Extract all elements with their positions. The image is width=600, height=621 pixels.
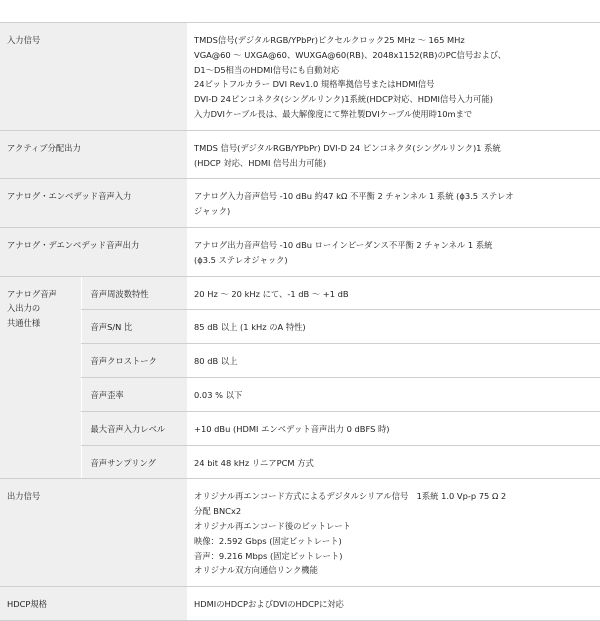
row-label-audio-common-spec xyxy=(0,276,81,479)
spec-row-deembedded-audio-output xyxy=(0,227,600,276)
spec-row-output-signal xyxy=(0,479,600,587)
sublabel-sampling: 音声サンプリング xyxy=(81,445,187,479)
sublabel-crosstalk: 音声クロストーク xyxy=(81,344,187,378)
spec-table xyxy=(0,22,600,621)
value-line: (HDCP 対応、HDMI 信号出力可能) xyxy=(194,157,327,168)
row-value-input-signal xyxy=(187,23,600,131)
label-line: 共通仕様 xyxy=(7,318,41,329)
row-label-input-signal: 入力信号 xyxy=(0,23,187,131)
row-value-active-output xyxy=(187,130,600,179)
value-frequency-response: 20 Hz ～ 20 kHz にて、-1 dB ～ +1 dB xyxy=(187,276,600,310)
value-line: TMDS 信号(デジタルRGB/YPbPr) DVI-D 24 ピンコネクタ(シングルリンク)1 系統 xyxy=(194,142,501,153)
value-line: アナログ出力音声信号 -10 dBu ローインピーダンス不平衡 2 チャンネル 1 系統 xyxy=(194,239,493,250)
value-line: 映像：2.592 Gbps (固定ビットレート) xyxy=(194,535,342,546)
sublabel-frequency-response: 音声周波数特性 xyxy=(81,276,187,310)
row-value-deembedded-audio-output xyxy=(187,227,600,276)
value-max-input-level: +10 dBu (HDMI エンベデット音声出力 0 dBFS 時) xyxy=(187,411,600,445)
value-line: オリジナル再エンコード方式によるデジタルシリアル信号 1系統 1.0 Vp-p 75 Ω 2 xyxy=(194,491,507,502)
row-value-embedded-audio-input xyxy=(187,179,600,228)
spec-row-embedded-audio-input xyxy=(0,179,600,228)
row-label-deembedded-audio-output: アナログ・デエンベデッド音声出力 xyxy=(0,227,187,276)
value-line: VGA@60 ～ UXGA@60、WUXGA@60(RB)、2048x1152(RB)のPC信号および、 xyxy=(194,49,506,60)
value-line: TMDS信号(デジタルRGB/YPbPr)ピクセルクロック25 MHz ～ 165 MHz xyxy=(194,35,465,45)
spec-row-audio-common-max-level xyxy=(0,411,600,445)
spec-row-audio-common-snr xyxy=(0,310,600,344)
label-line: 入出力の xyxy=(7,303,41,314)
spec-row-hdcp xyxy=(0,587,600,621)
spec-row-audio-common-crosstalk xyxy=(0,344,600,378)
value-line: 入力DVIケーブル長は、最大解像度にて弊社製DVIケーブル使用時10mまで xyxy=(194,108,473,119)
spec-row-input-signal xyxy=(0,23,600,131)
spec-row-audio-common-frequency xyxy=(0,276,600,310)
spec-row-audio-common-sampling xyxy=(0,445,600,479)
sublabel-max-input-level: 最大音声入力レベル xyxy=(81,411,187,445)
value-sampling: 24 bit 48 kHz リニアPCM 方式 xyxy=(187,445,600,479)
row-label-embedded-audio-input: アナログ・エンベデッド音声入力 xyxy=(0,179,187,228)
sublabel-snr: 音声S/N 比 xyxy=(81,310,187,344)
value-line: (ϕ3.5 ステレオジャック) xyxy=(194,254,288,265)
spec-row-audio-common-distortion xyxy=(0,377,600,411)
value-line: オリジナル双方向通信リンク機能 xyxy=(194,565,318,576)
row-value-output-signal xyxy=(187,479,600,587)
value-line: 24ビットフルカラー DVI Rev1.0 規格準拠信号またはHDMI信号 xyxy=(194,79,435,90)
value-line: ジャック) xyxy=(194,206,231,217)
row-value-hdcp xyxy=(187,587,600,621)
value-line: オリジナル再エンコード後のビットレート xyxy=(194,520,351,531)
row-label-output-signal: 出力信号 xyxy=(0,479,187,587)
sublabel-distortion: 音声歪率 xyxy=(81,377,187,411)
value-crosstalk: 80 dB 以上 xyxy=(187,344,600,378)
value-line: D1～D5相当のHDMI信号にも自動対応 xyxy=(194,64,340,75)
value-line: HDMIのHDCPおよびDVIのHDCPに対応 xyxy=(194,599,344,610)
value-line: 分配 BNCx2 xyxy=(194,506,242,517)
value-line: アナログ入力音声信号 -10 dBu 約47 kΩ 不平衡 2 チャンネル 1 系統 (ϕ3.5 ステレオ xyxy=(194,191,514,202)
label-line: アナログ音声 xyxy=(7,288,57,299)
value-line: 音声：9.216 Mbps (固定ビットレート) xyxy=(194,550,343,561)
value-line: DVI-D 24ピンコネクタ(シングルリンク)1系統(HDCP対応、HDMI信号入力可能) xyxy=(194,94,494,105)
value-snr: 85 dB 以上 (1 kHz のA 特性) xyxy=(187,310,600,344)
spec-row-active-output xyxy=(0,130,600,179)
value-distortion: 0.03 % 以下 xyxy=(187,377,600,411)
row-label-active-output: アクティブ分配出力 xyxy=(0,130,187,179)
row-label-hdcp: HDCP規格 xyxy=(0,587,187,621)
